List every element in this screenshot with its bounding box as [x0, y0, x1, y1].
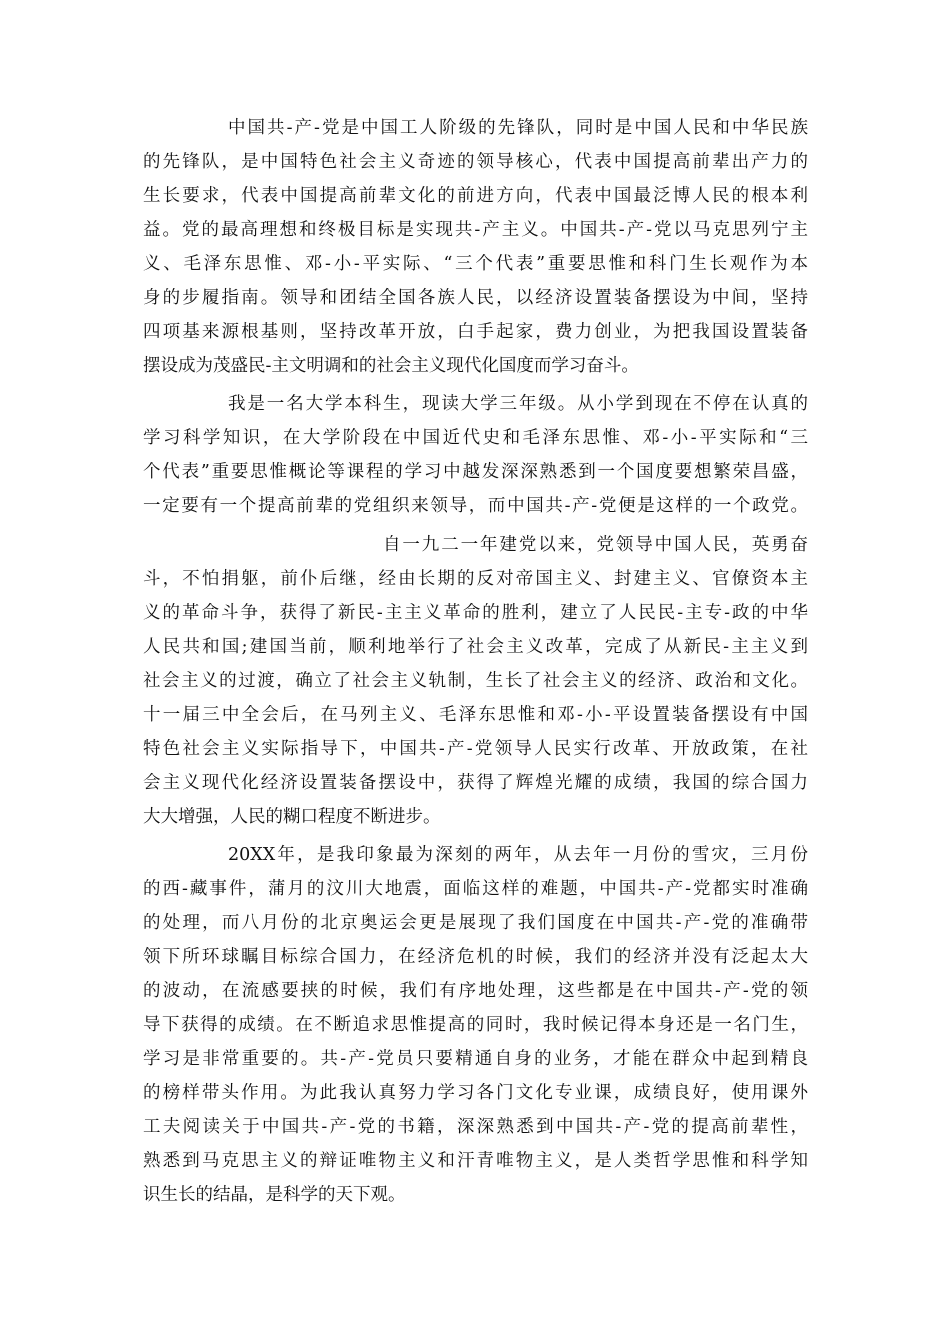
text-line: 的西-藏事件，蒲月的汶川大地震，面临这样的难题，中国共-产-党都实时准确	[143, 879, 808, 899]
text-line: 特色社会主义实际指导下，中国共-产-党领导人民实行改革、开放政策，在社	[143, 739, 808, 759]
text-line: 社会主义的过渡，确立了社会主义轨制，生长了社会主义的经济、政治和文化。	[143, 671, 808, 691]
text-line: 熟悉到马克思主义的辩证唯物主义和汗青唯物主义，是人类哲学思惟和科学知	[143, 1151, 808, 1171]
text-line: 工夫阅读关于中国共-产-党的书籍，深深熟悉到中国共-产-党的提高前辈性，	[143, 1117, 808, 1137]
text-line: 人民共和国;建国当前，顺利地举行了社会主义改革，完成了从新民-主主义到	[143, 637, 808, 657]
text-line: 学习科学知识，在大学阶段在中国近代史和毛泽东思惟、邓-小-平实际和“三	[143, 428, 808, 448]
text-line: 的先锋队，是中国特色社会主义奇迹的领导核心，代表中国提高前辈出产力的	[143, 152, 808, 172]
text-line: 的榜样带头作用。为此我认真努力学习各门文化专业课，成绩良好，使用课外	[143, 1083, 808, 1103]
text-line: 大大增强，人民的糊口程度不断进步。	[143, 807, 441, 827]
text-line: 个代表”重要思惟概论等课程的学习中越发深深熟悉到一个国度要想繁荣昌盛，	[143, 462, 808, 482]
text-line: 摆设成为茂盛民-主文明调和的社会主义现代化国度而学习奋斗。	[143, 356, 639, 376]
text-line: 身的步履指南。领导和团结全国各族人民，以经济设置装备摆设为中间，坚持	[143, 288, 808, 308]
text-line: 我是一名大学本科生，现读大学三年级。从小学到现在不停在认真的	[228, 394, 808, 414]
text-line: 四项基来源根基则，坚持改革开放，白手起家，费力创业，为把我国设置装备	[143, 322, 808, 342]
text-line: 领下所环球瞩目标综合国力，在经济危机的时候，我们的经济并没有泛起太大	[143, 947, 808, 967]
text-line: 中国共-产-党是中国工人阶级的先锋队，同时是中国人民和中华民族	[228, 118, 808, 138]
text-line: 生长要求，代表中国提高前辈文化的前进方向，代表中国最泛博人民的根本利	[143, 186, 808, 206]
text-line: 自一九二一年建党以来，党领导中国人民，英勇奋	[383, 535, 808, 555]
text-line: 一定要有一个提高前辈的党组织来领导，而中国共-产-党便是这样的一个政党。	[143, 496, 808, 516]
text-line: 斗，不怕捐躯，前仆后继，经由长期的反对帝国主义、封建主义、官僚资本主	[143, 569, 808, 589]
text-line: 益。党的最高理想和终极目标是实现共-产主义。中国共-产-党以马克思列宁主	[143, 220, 808, 240]
text-line: 的处理，而八月份的北京奥运会更是展现了我们国度在中国共-产-党的准确带	[143, 913, 808, 933]
text-line: 义、毛泽东思惟、邓-小-平实际、“三个代表”重要思惟和科门生长观作为本	[143, 254, 808, 274]
text-line: 十一届三中全会后，在马列主义、毛泽东思惟和邓-小-平设置装备摆设有中国	[143, 705, 808, 725]
text-line: 的波动，在流感要挟的时候，我们有序地处理，这些都是在中国共-产-党的领	[143, 981, 808, 1001]
text-line: 识生长的结晶，是科学的天下观。	[143, 1185, 406, 1205]
text-line: 20XX年，是我印象最为深刻的两年，从去年一月份的雪灾，三月份	[228, 845, 808, 865]
text-line: 学习是非常重要的。共-产-党员只要精通自身的业务，才能在群众中起到精良	[143, 1049, 808, 1069]
text-line: 会主义现代化经济设置装备摆设中，获得了辉煌光耀的成绩，我国的综合国力	[143, 773, 808, 793]
text-line: 义的革命斗争，获得了新民-主主义革命的胜利，建立了人民民-主专-政的中华	[143, 603, 808, 623]
text-line: 导下获得的成绩。在不断追求思惟提高的同时，我时候记得本身还是一名门生，	[143, 1015, 808, 1035]
